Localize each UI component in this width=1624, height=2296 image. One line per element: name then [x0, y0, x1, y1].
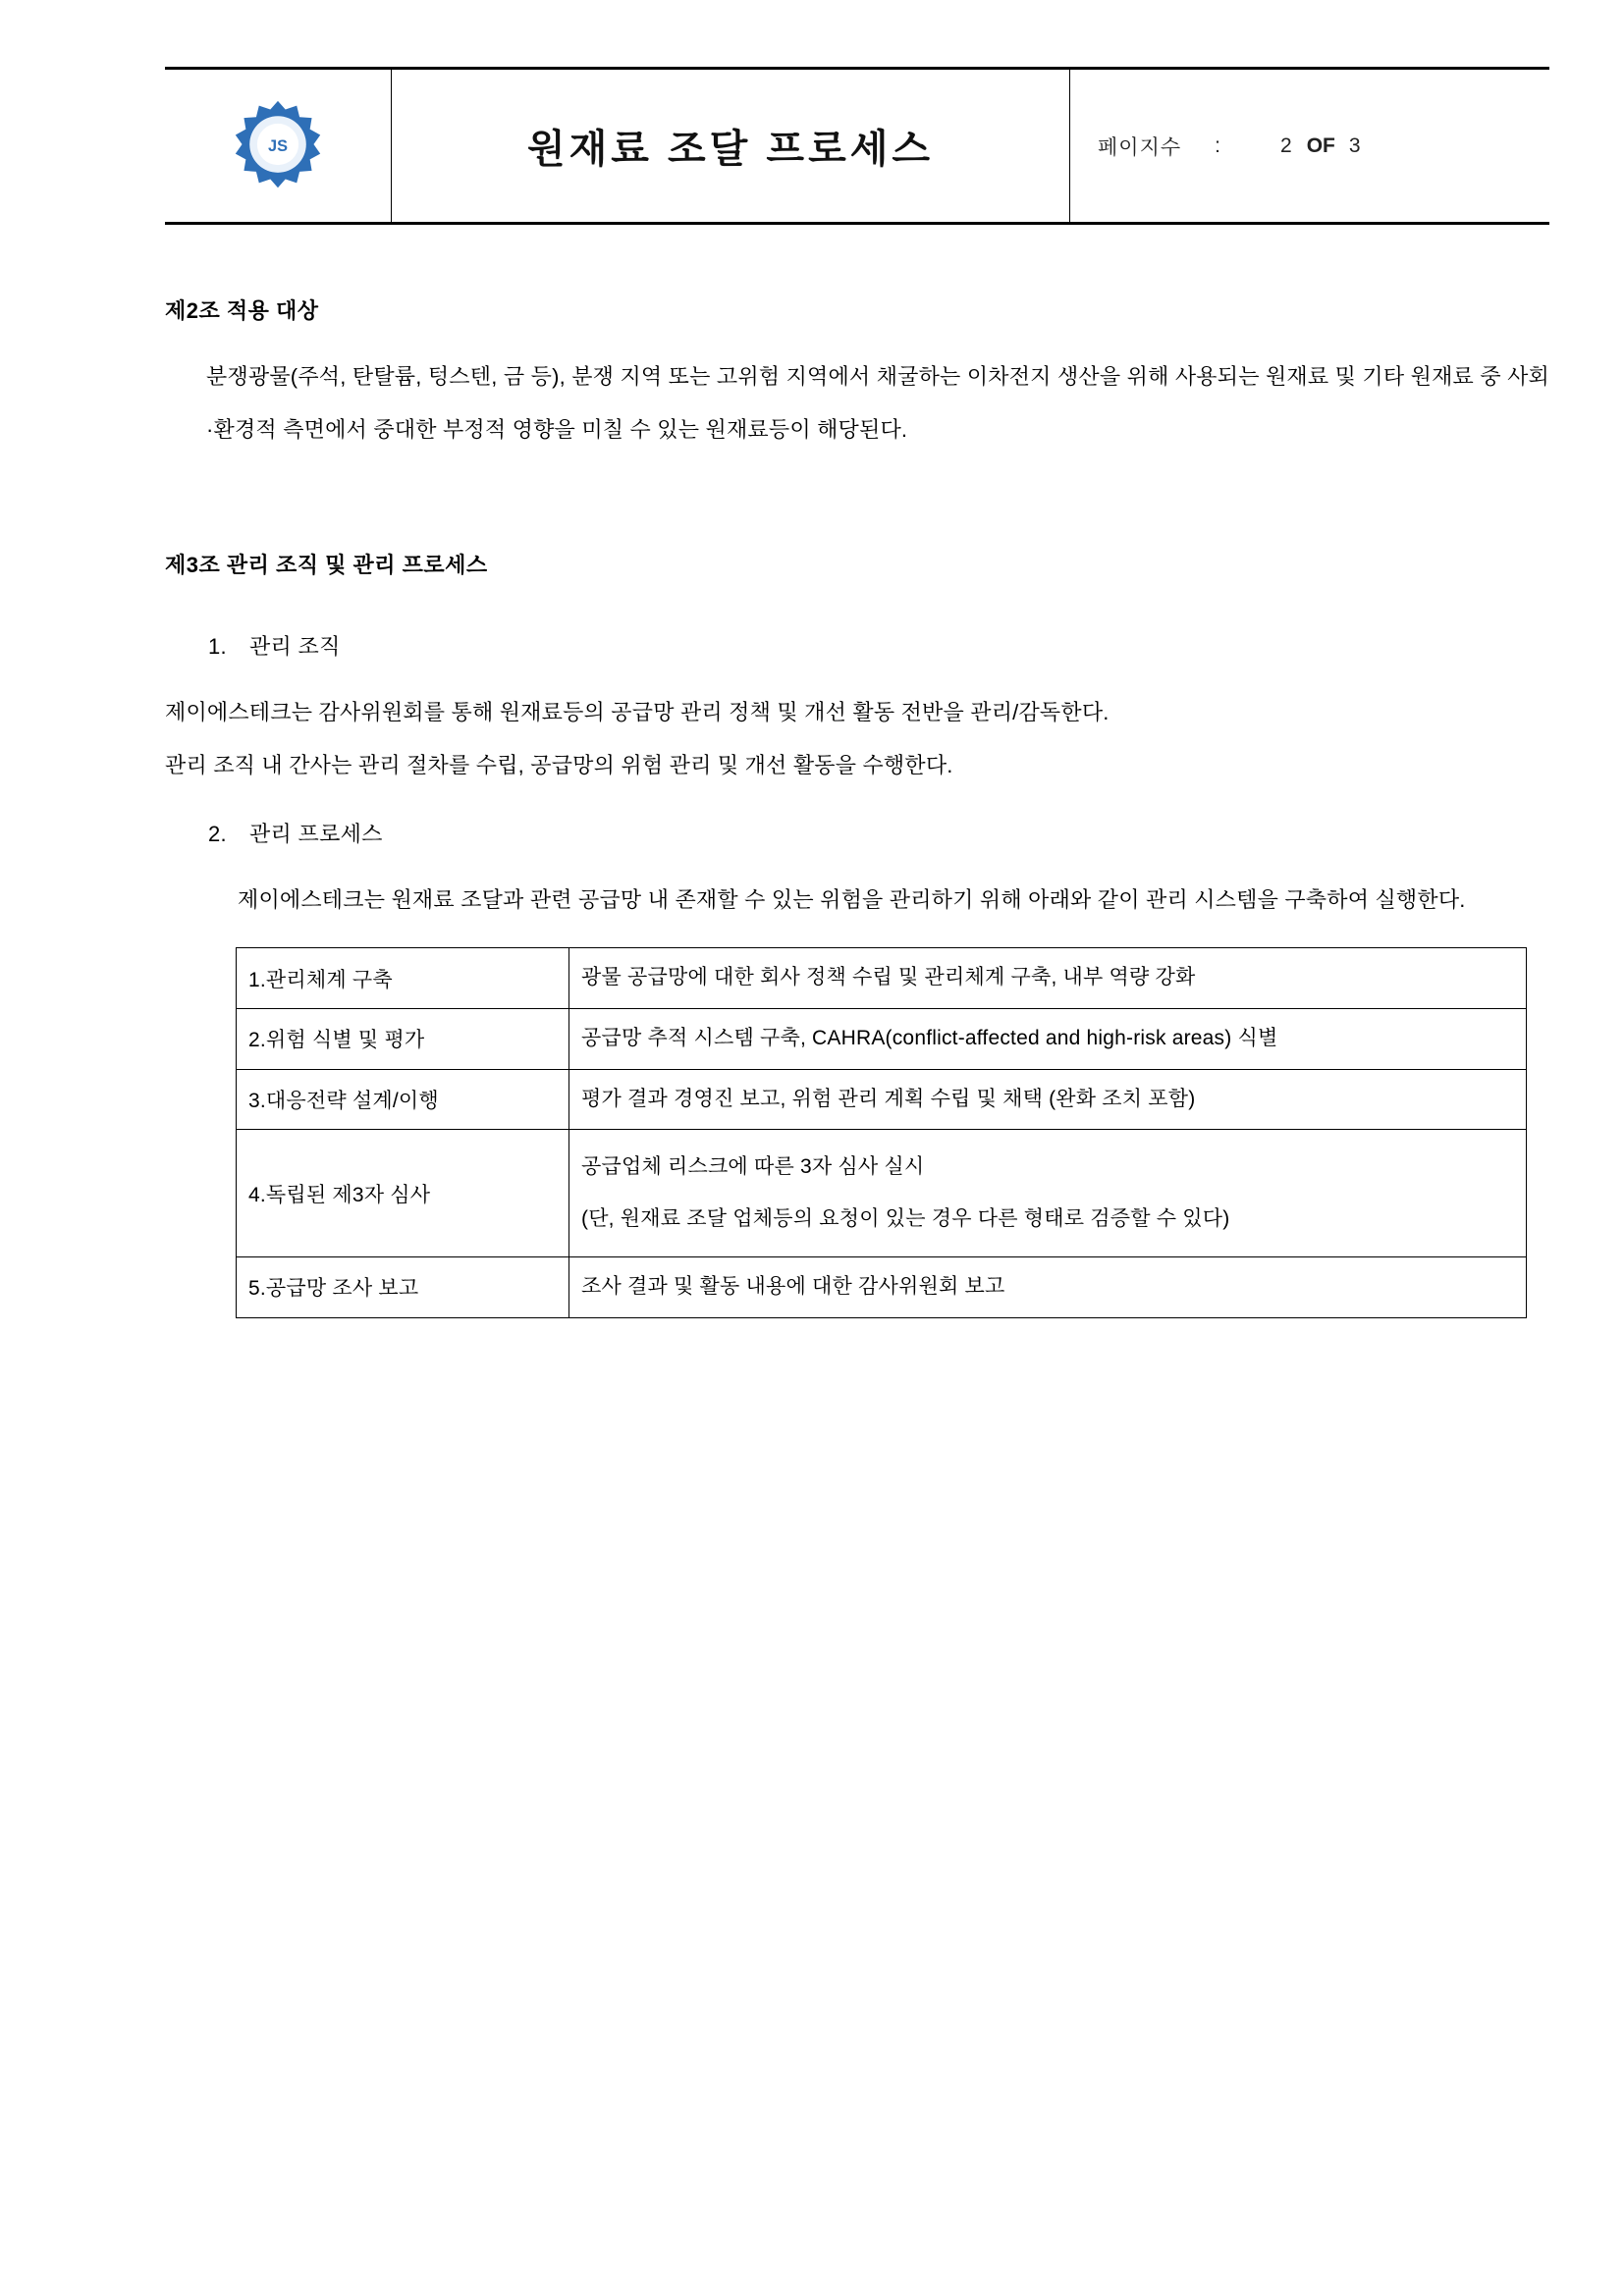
table-row [237, 1069, 1527, 1130]
list-item-1-number: 1. [208, 633, 227, 659]
document-header [165, 67, 1549, 225]
page-count-colon: : [1215, 133, 1221, 157]
page-count-label: 페이지수 [1098, 135, 1182, 159]
table-cell-desc-line: 공급망 추적 시스템 구축, CAHRA(conflict-affected and high-risk areas) 식별 [581, 1027, 1278, 1049]
logo-text: JS [268, 136, 288, 155]
header-table [165, 67, 1549, 225]
table-cell-label: 2.위험 식별 및 평가 [237, 1009, 569, 1070]
table-cell-desc-line: 공급업체 리스크에 따른 3자 심사 실시 [581, 1155, 925, 1179]
list-item-1-label: 관리 조직 [249, 633, 341, 659]
table-cell-label: 1.관리체계 구축 [237, 948, 569, 1009]
page-count-of: OF [1306, 133, 1335, 157]
article-2-heading: 제2조 적용 대상 [165, 298, 319, 323]
table-cell-label: 5.공급망 조사 보고 [237, 1257, 569, 1318]
article-3-heading: 제3조 관리 조직 및 관리 프로세스 [165, 552, 488, 577]
header-row [165, 69, 1549, 224]
table-cell-label: 4.독립된 제3자 심사 [237, 1130, 569, 1257]
table-cell-desc-line: 광물 공급망에 대한 회사 정책 수립 및 관리체계 구축, 내부 역량 강화 [581, 966, 1196, 989]
table-cell-desc [569, 1130, 1527, 1257]
table-body [237, 948, 1527, 1317]
page-count-cell [1070, 69, 1550, 224]
company-logo-icon [231, 98, 325, 192]
table-row [237, 948, 1527, 1009]
list-item-2 [208, 818, 1549, 848]
section-article-2 [165, 294, 1549, 456]
table-cell-label: 3.대응전략 설계/이행 [237, 1069, 569, 1130]
document-body [165, 294, 1549, 1318]
title-cell [392, 69, 1070, 224]
current-page-number: 2 [1280, 133, 1293, 157]
article-2-paragraph: 분쟁광물(주석, 탄탈륨, 텅스텐, 금 등), 분쟁 지역 또는 고위험 지역에서 채굴하는 이차전지 생산을 위해 사용되는 원재료 및 기타 원재료 중 사회·환경적 측면에서 중대한 부정적 영향을 미칠 수 있는 원재료등이 해당된다. [206, 364, 1549, 442]
table-cell-desc [569, 1069, 1527, 1130]
list-spacer-3 [165, 848, 1549, 874]
section-spacer [165, 456, 1549, 549]
list-spacer [165, 661, 1549, 686]
list-item-2-number: 2. [208, 821, 227, 846]
table-cell-desc-line: 평가 결과 경영진 보고, 위험 관리 계획 수립 및 채택 (완화 조치 포함) [581, 1087, 1196, 1110]
total-page-number: 3 [1348, 133, 1362, 157]
table-cell-desc-line: (단, 원재료 조달 업체등의 요청이 있는 경우 다른 형태로 검증할 수 있다) [581, 1206, 1230, 1230]
section-article-3 [165, 549, 1549, 1318]
page-title: 원재료 조달 프로세스 [527, 128, 934, 171]
article-3-item2-paragraph: 제이에스테크는 원재료 조달과 관련 공급망 내 존재할 수 있는 위험을 관리하기 위해 아래와 같이 관리 시스템을 구축하여 실행한다. [238, 886, 1466, 912]
table-row [237, 1009, 1527, 1070]
table-row [237, 1257, 1527, 1318]
table-row [237, 1130, 1527, 1257]
table-cell-desc [569, 1257, 1527, 1318]
management-process-table [236, 947, 1527, 1317]
list-spacer-2 [165, 792, 1549, 818]
list-item-1 [208, 630, 1549, 661]
logo-cell [165, 69, 392, 224]
table-cell-desc [569, 1009, 1527, 1070]
table-cell-desc-line: 조사 결과 및 활동 내용에 대한 감사위원회 보고 [581, 1275, 1005, 1299]
list-item-2-label: 관리 프로세스 [249, 821, 383, 846]
heading-spacer [165, 605, 1549, 630]
table-cell-desc [569, 948, 1527, 1009]
article-3-item1-line2: 관리 조직 내 간사는 관리 절차를 수립, 공급망의 위험 관리 및 개선 활동을 수행한다. [165, 752, 953, 777]
page-count [1098, 132, 1549, 161]
article-3-item1-line1: 제이에스테크는 감사위원회를 통해 원재료등의 공급망 관리 정책 및 개선 활동 전반을 관리/감독한다. [165, 699, 1110, 724]
